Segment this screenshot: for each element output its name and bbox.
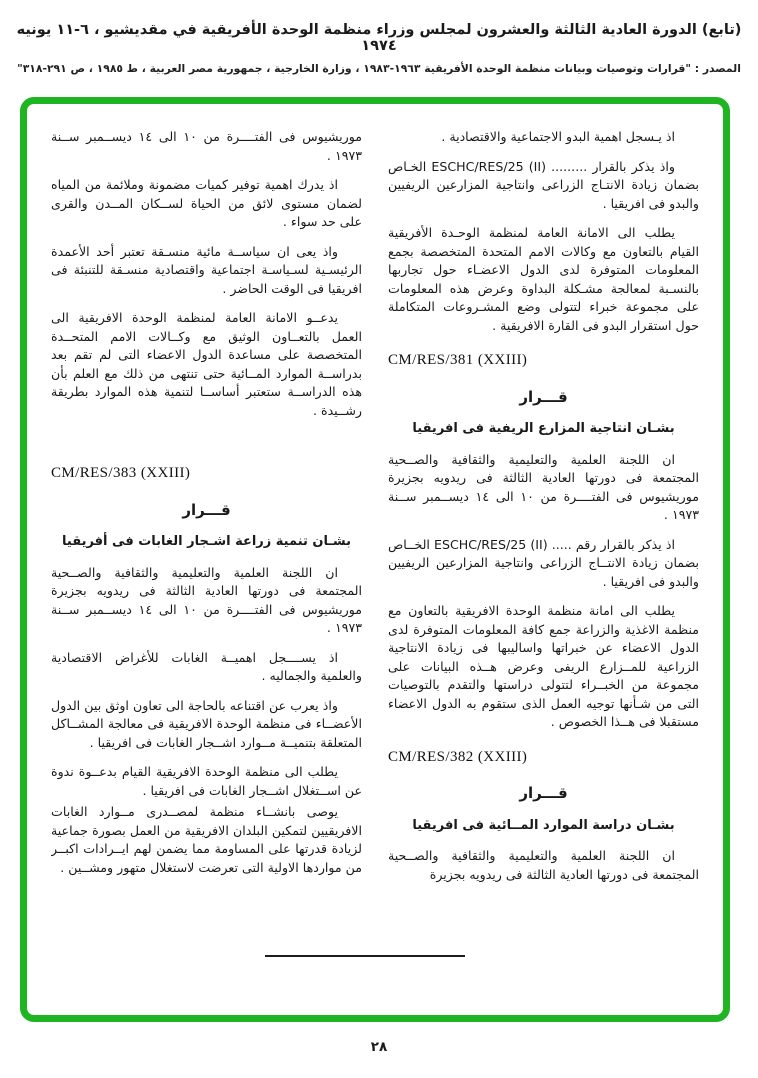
paragraph: اذ يدرك اهمية توفير كميات مضمونة وملائمة من المياه لضمان مستوى لائق من الحياة لســكان المــدن والقرى على حد سواء .: [51, 177, 362, 229]
paragraph: يوصى بانشــاء منظمة لمصــدرى مــوارد الغابات الافريقيين لتمكين البلدان الافريقية من العمل بصورة جماعية لزيادة قدرتها على المساومة مما يضمن لهم ايــرادات اكبــر من مواردها الاولية التى تعرضت لاستغلال متهور ومشــين .: [51, 804, 362, 875]
column-left: [51, 128, 362, 937]
page-number: ٢٨: [370, 1039, 388, 1055]
decree-subject: بشـان دراسة الموارد المــائية فى افريقيا: [412, 817, 675, 833]
paragraph: يطلب الى منظمة الوحدة الافريقية القيام بدعــوة ندوة عن اســتغلال اشــجار الغابات فى افريقيا .: [51, 764, 362, 798]
paragraph: يدعــو الامانة العامة لمنظمة الوحدة الافريقية الى العمل بالتعــاون الوثيق مع وكــالات الامم المتحــدة المتخصصة على مساعدة الدول الاعضاء التى لم تقم بعد بدراســة الموارد المــائية حتى تنتهى من ذلك مع العلم بأن هذه الدراســة ستعتبر أساســا لتنمية هذه الموارد بطريقة رشــيدة .: [51, 310, 362, 418]
paragraph: واذ يذكر بالقرار ......... ESCHC/RES/25 (II)‎ الخـاص بضمان زيادة الانتـاج الزراعى وانتاجية المزارعين الريفيين والبدو فى افريقيا .: [388, 158, 699, 211]
resolution-code: CM/RES/382 (XXIII): [388, 748, 528, 765]
paragraph: يطلب الى امانة منظمة الوحدة الافريقية بالتعاون مع منظمة الاغذية والزراعة جمع كافة المعلومات المتوفرة لدى الدول الاعضاء عن خبراتها واساليبها فى زيادة الانتاجية الزراعية للمــزارع الريفى وعرض هــذه البيانات على مجموعة من الخبــراء لتتولى دراستها والتقدم بالتوصيات التى من شـأنها توجيه العمل الذى ستقوم به الدول الاعضاء مستقبلا فى هــذا الخصوص .: [388, 603, 699, 729]
source-citation: المصدر : "قرارات وتوصيات وبيانات منظمة الوحدة الأفريقية ١٩٦٣-١٩٨٣ ، وزارة الخارجية ، جمهورية مصر العربية ، ط ١٩٨٥ ، ص ٢٩١-٣١٨": [17, 62, 741, 75]
decree-subject: بشـان تنمية زراعة اشـجار الغابات فى أفريقيا: [62, 534, 351, 549]
paragraph: اذ يســــجل اهميــة الغابات للأغراض الاقتصادية والعلمية والجماليه .: [51, 649, 362, 683]
text-columns: [51, 128, 699, 937]
paragraph: ان اللجنة العلمية والتعليمية والثقافية والصــحية المجتمعة فى دورتها العادية الثالثة فى ريدويه بجزيرة موريشيوس فى الفتــــرة من ١٠ الى ١٤ ديســمبر ســنة ١٩٧٣ .: [388, 451, 699, 522]
resolution-code: CM/RES/383 (XXIII): [51, 465, 191, 481]
column-right: [388, 128, 699, 937]
paragraph: موريشيوس فى الفتــــرة من ١٠ الى ١٤ ديســمبر ســنة ١٩٧٣ .: [51, 129, 362, 163]
resolution-code: CM/RES/381 (XXIII): [388, 352, 528, 368]
section-end-rule: [265, 955, 465, 957]
paragraph: اذ يذكر بالقرار رقم ..... ESCHC/RES/25 (II)‎ الخــاص بضمان زيادة الانتــاج الزراعى وانتاجية المزارعين الريفيين والبدو فى افريقيا .: [388, 536, 699, 589]
paragraph: ان اللجنة العلمية والتعليمية والثقافية والصــحية المجتمعة فى دورتها العادية الثالثة فى ريدويه بجزيرة: [388, 848, 699, 882]
decree-subject: بشـان انتاجية المزارع الريفية فى افريقيا: [412, 421, 675, 436]
page-header: [0, 22, 758, 75]
content-frame: [20, 97, 730, 1022]
paragraph: واذ يعى ان سياســة مائية منسـقة تعتبر أحد الأعمدة الرئيسـية لسـياسـة اجتماعية واقتصادية منسـقة للتنبئة فى افريقيا فى الوقت الحاضر .: [51, 243, 362, 296]
paragraph: واذ يعرب عن اقتناعه بالحاجة الى تعاون اوثق بين الدول الأعضــاء فى منظمة الوحدة الافريقية فى معالجة المشــاكل المتعلقة بتنميــة مــوارد اشــجار الغابات فى افريقيا .: [51, 697, 362, 750]
decree-title: قـــرار: [182, 500, 231, 519]
decree-title: قـــرار: [519, 387, 568, 406]
decree-title: قـــرار: [519, 784, 568, 802]
session-title: (تابع) الدورة العادية الثالثة والعشرون لمجلس وزراء منظمة الوحدة الأفريقية في مقديشيو ، ٦-١١ يونيه ١٩٧٤: [16, 22, 742, 54]
paragraph: ان اللجنة العلمية والتعليمية والثقافية والصــحية المجتمعة فى دورتها العادية الثالثة فى ريدويه بجزيرة موريشيوس فى الفتــــرة من ١٠ الى ١٤ ديســمبر ســنة ١٩٧٣ .: [51, 564, 362, 635]
paragraph: يطلب الى الامانة العامة لمنظمة الوحـدة الأفريقية القيام بالتعاون مع وكالات الامم المتحدة المتخصصة بجمع المعلومات المتوفرة لدى الدول الاعضـاء حول تجاربها بالنسـبة لمعالجة مشـكلة البداوة وعرض هذه المعلومات على مجموعة خبراء لتتولى وضع المشـروعات المتكاملة حول استقرار البدو فى القارة الافريقية .: [388, 225, 699, 333]
paragraph: اذ يـسجل اهمية البدو الاجتماعية والاقتصادية .: [441, 129, 675, 144]
